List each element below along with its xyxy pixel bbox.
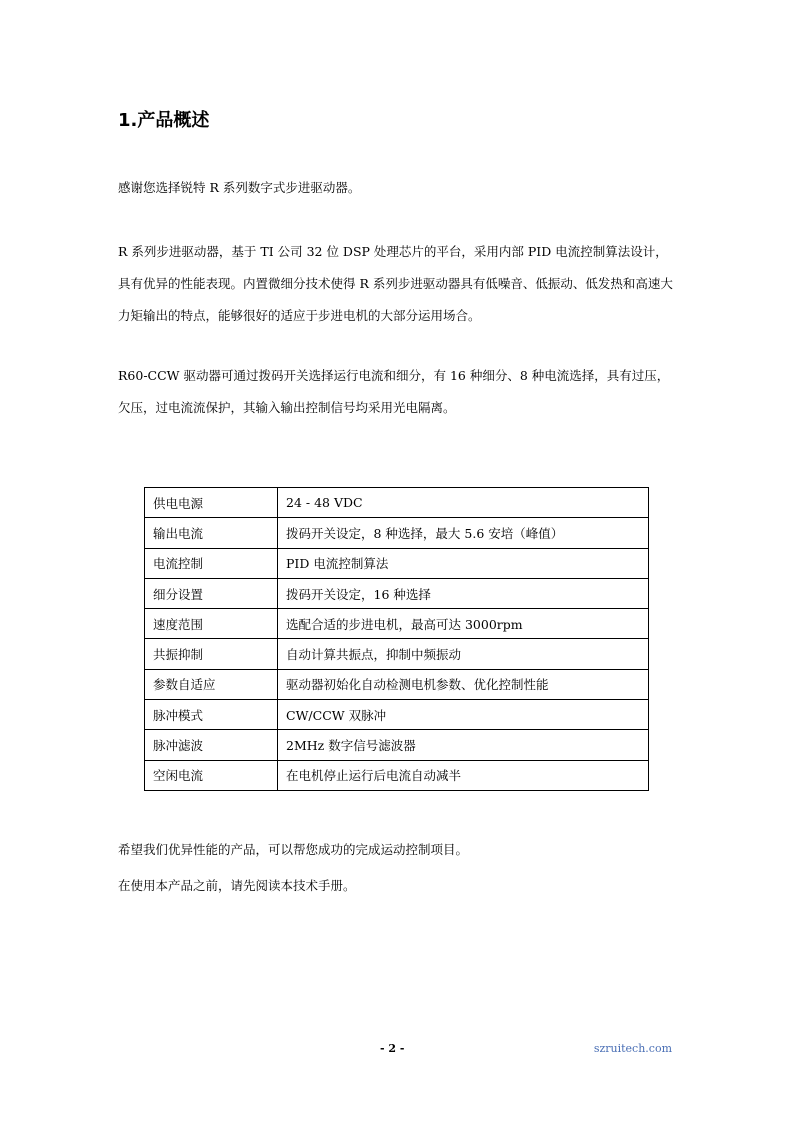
table-row	[145, 578, 649, 608]
spec-key: 空闲电流	[145, 760, 278, 790]
spec-key: 共振抑制	[145, 639, 278, 669]
table-row	[145, 700, 649, 730]
spec-value: 自动计算共振点，抑制中频振动	[278, 639, 649, 669]
table-row	[145, 730, 649, 760]
spec-key: 参数自适应	[145, 669, 278, 699]
spec-key: 脉冲模式	[145, 700, 278, 730]
spec-key: 细分设置	[145, 578, 278, 608]
spec-key: 电流控制	[145, 548, 278, 578]
description-paragraph: R 系列步进驱动器，基于 TI 公司 32 位 DSP 处理芯片的平台，采用内部 PID 电流控制算法设计，具有优异的性能表现。内置微细分技术使得 R 系列步进驱动器具有低噪音、低振动、低发热和高速大力矩输出的特点，能够很好的适应于步进电机的大部分运用场合。	[118, 244, 673, 323]
table-row	[145, 518, 649, 548]
spec-value: 驱动器初始化自动检测电机参数、优化控制性能	[278, 669, 649, 699]
spec-table	[144, 487, 649, 791]
spec-value: 选配合适的步进电机，最高可达 3000rpm	[278, 609, 649, 639]
closing-paragraph-2: 在使用本产品之前，请先阅读本技术手册。	[118, 878, 356, 893]
spec-value: 拨码开关设定，16 种选择	[278, 578, 649, 608]
section-heading: 1.产品概述	[118, 110, 210, 131]
table-row	[145, 548, 649, 578]
page-number: - 2 -	[380, 1042, 405, 1055]
spec-value: CW/CCW 双脉冲	[278, 700, 649, 730]
table-row	[145, 760, 649, 790]
footer-website-link[interactable]: szruitech.com	[593, 1042, 672, 1055]
table-row	[145, 639, 649, 669]
spec-value: 2MHz 数字信号滤波器	[278, 730, 649, 760]
closing-paragraph-1: 希望我们优异性能的产品，可以帮您成功的完成运动控制项目。	[118, 842, 469, 857]
features-paragraph: R60-CCW 驱动器可通过拨码开关选择运行电流和细分，有 16 种细分、8 种电流选择，具有过压，欠压，过电流流保护，其输入输出控制信号均采用光电隔离。	[118, 368, 670, 415]
intro-paragraph: 感谢您选择锐特 R 系列数字式步进驱动器。	[118, 180, 361, 195]
spec-key: 供电电源	[145, 488, 278, 518]
table-row	[145, 669, 649, 699]
spec-key: 速度范围	[145, 609, 278, 639]
spec-key: 脉冲滤波	[145, 730, 278, 760]
table-row	[145, 488, 649, 518]
spec-value: 拨码开关设定，8 种选择，最大 5.6 安培（峰值）	[278, 518, 649, 548]
spec-key: 输出电流	[145, 518, 278, 548]
spec-value: PID 电流控制算法	[278, 548, 649, 578]
table-row	[145, 609, 649, 639]
spec-value: 24 - 48 VDC	[278, 488, 649, 518]
spec-value: 在电机停止运行后电流自动减半	[278, 760, 649, 790]
